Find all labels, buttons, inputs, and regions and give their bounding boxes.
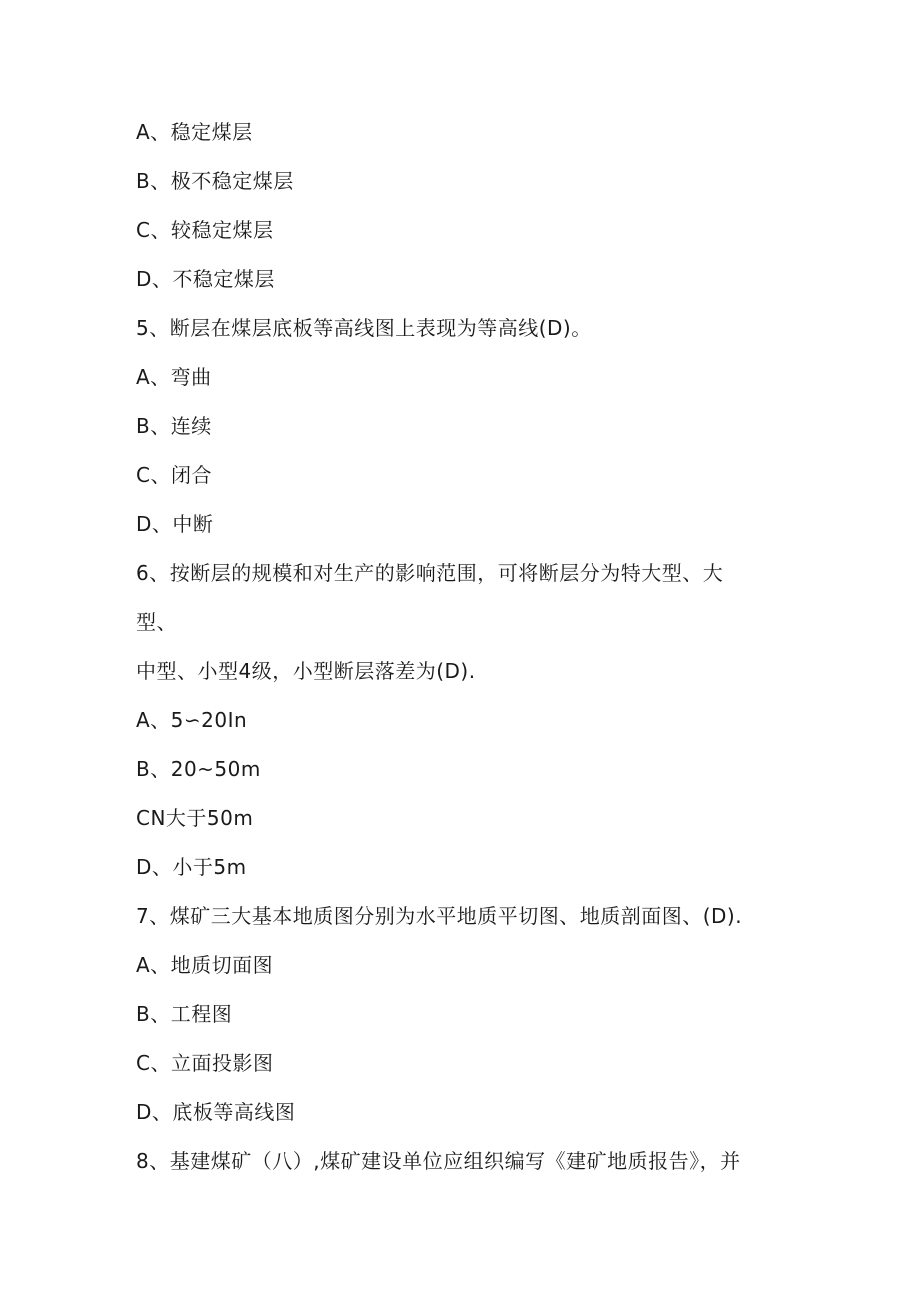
option-line: B、工程图 xyxy=(136,1002,233,1026)
option-line: A、稳定煤层 xyxy=(136,120,253,144)
option-line: C、立面投影图 xyxy=(136,1051,274,1075)
question-line: 型、 xyxy=(136,610,177,634)
option-line: D、中断 xyxy=(136,512,214,536)
question-line: 中型、小型4级，小型断层落差为(D). xyxy=(136,659,476,683)
question-line: 6、按断层的规模和对生产的影响范围，可将断层分为特大型、大 xyxy=(136,561,724,585)
option-line: B、20~50m xyxy=(136,757,261,781)
question-line: 8、基建煤矿（八）,煤矿建设单位应组织编写《建矿地质报告》，并 xyxy=(136,1149,741,1173)
option-line: D、不稳定煤层 xyxy=(136,267,275,291)
option-line: C、闭合 xyxy=(136,463,212,487)
option-line: D、小于5m xyxy=(136,855,247,879)
option-line: C、较稳定煤层 xyxy=(136,218,274,242)
option-line: A、地质切面图 xyxy=(136,953,274,977)
option-line: A、弯曲 xyxy=(136,365,212,389)
option-line: CN大于50m xyxy=(136,806,254,830)
question-line: 7、煤矿三大基本地质图分别为水平地质平切图、地质剖面图、(D). xyxy=(136,904,743,928)
question-line: 5、断层在煤层底板等高线图上表现为等高线(D)。 xyxy=(136,316,592,340)
option-line: A、5∽20In xyxy=(136,708,248,732)
option-line: B、连续 xyxy=(136,414,212,438)
option-line: D、底板等高线图 xyxy=(136,1100,296,1124)
option-line: B、极不稳定煤层 xyxy=(136,169,294,193)
